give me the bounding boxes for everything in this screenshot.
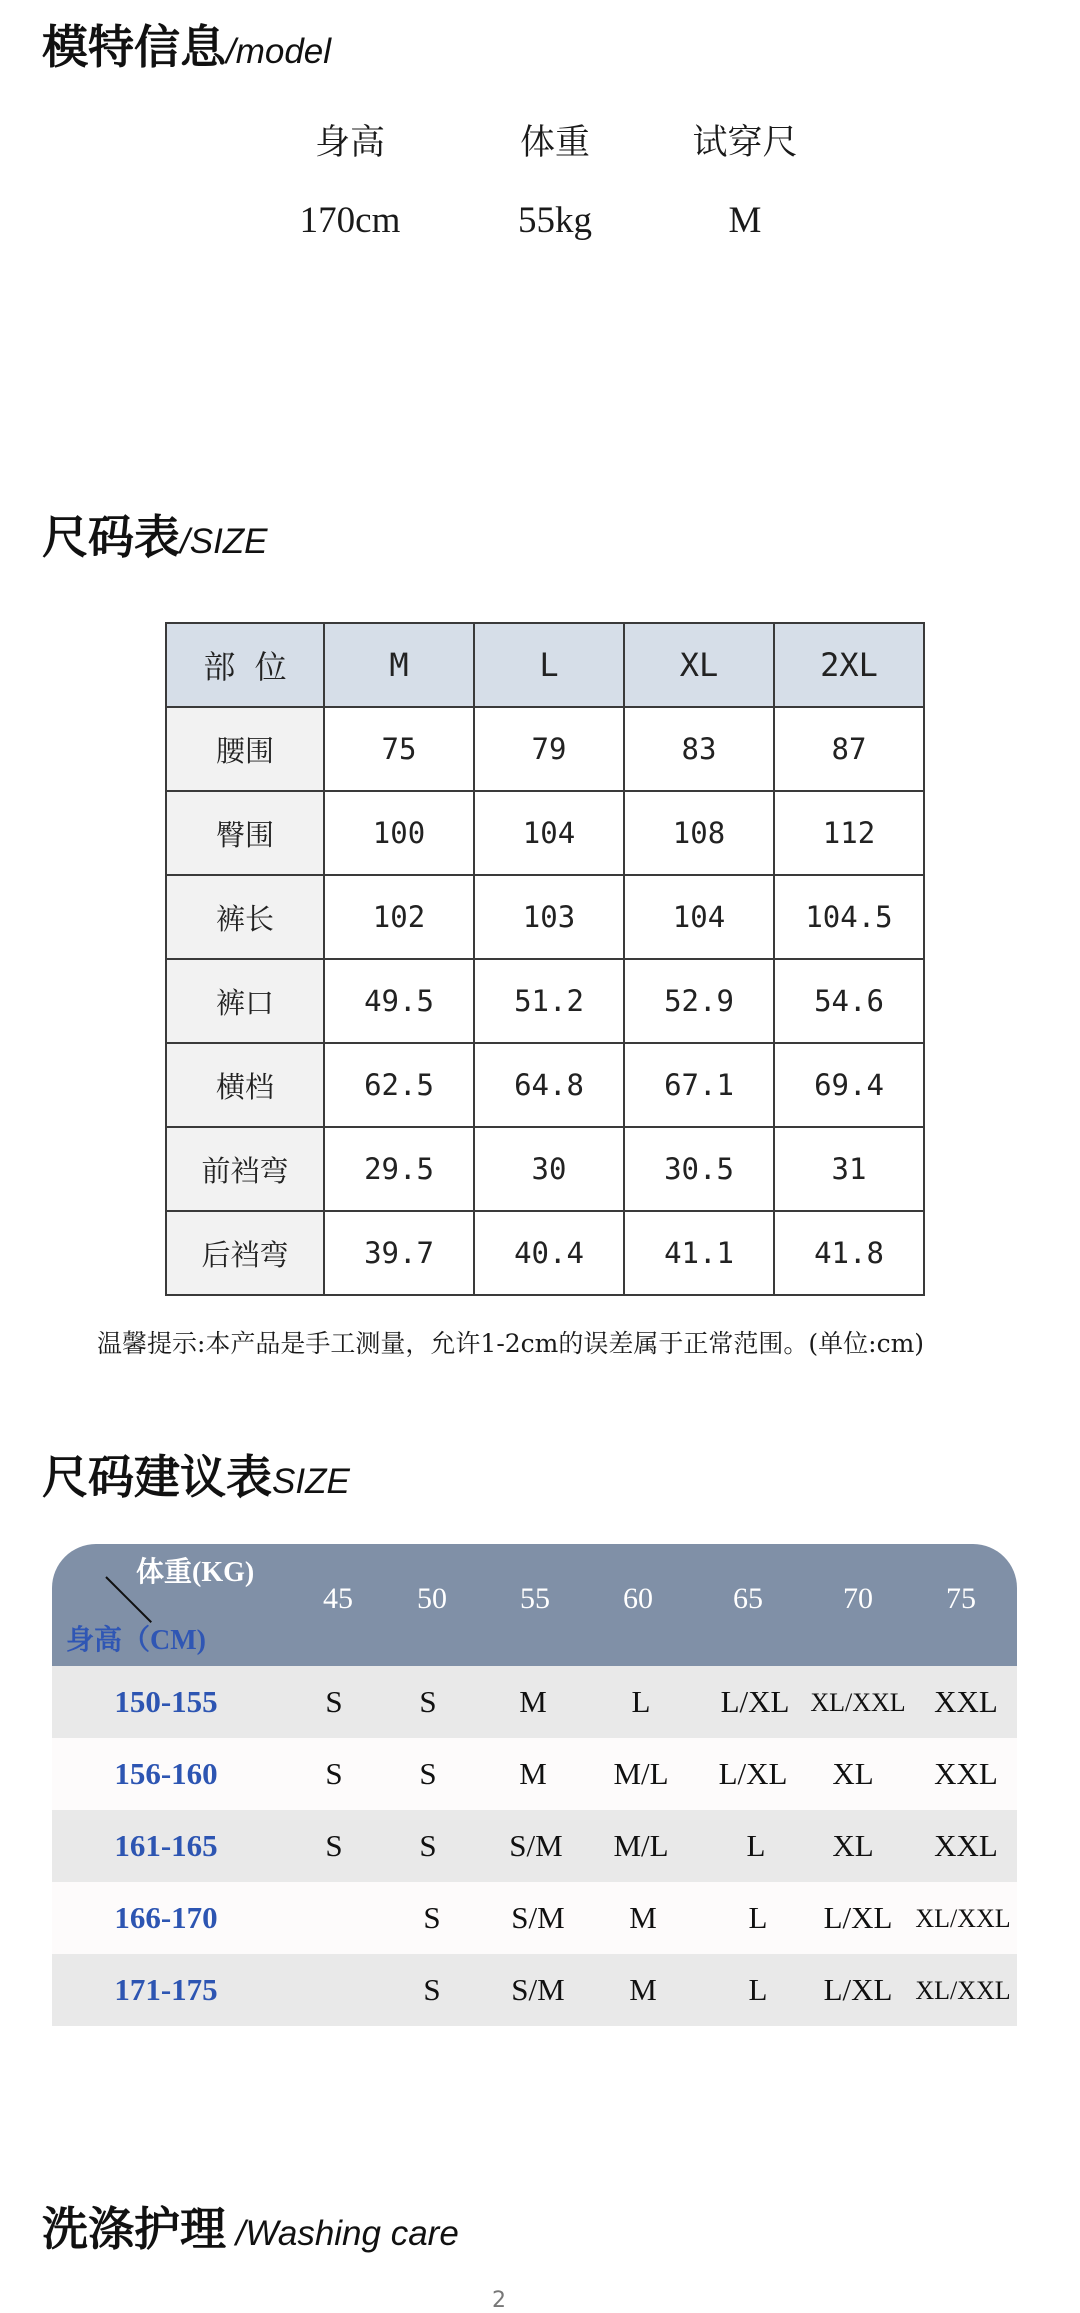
size-title-cn: 尺码表 — [42, 510, 180, 564]
size-cell: 104 — [474, 791, 624, 875]
size-header-m: M — [324, 623, 474, 707]
size-part-label: 裤长 — [166, 875, 324, 959]
size-recommend-cell: S — [423, 1900, 441, 1935]
recommend-section-title — [42, 1450, 350, 1505]
size-part-label: 横档 — [166, 1043, 324, 1127]
size-chart-table — [165, 622, 925, 1296]
size-recommend-cell: S — [419, 1756, 437, 1791]
size-recommend-cell: S — [419, 1684, 437, 1719]
size-recommend-cell: L — [746, 1828, 766, 1863]
size-recommend-cell: S — [325, 1828, 343, 1863]
size-recommend-cell: S/M — [511, 1972, 565, 2007]
size-cell: 54.6 — [774, 959, 924, 1043]
size-recommend-cell: XXL — [934, 1756, 998, 1791]
table-row — [166, 1211, 924, 1295]
size-cell: 62.5 — [324, 1043, 474, 1127]
height-axis-label: 身高（CM) — [66, 1625, 206, 1656]
size-recommend-cell: M/L — [613, 1828, 669, 1863]
table-row — [166, 707, 924, 791]
table-row — [52, 1810, 1017, 1882]
recommend-header-row — [52, 1544, 1017, 1666]
size-recommend-cell: L — [748, 1972, 768, 2007]
page-number: 2 — [492, 2288, 506, 2313]
size-cell: 100 — [324, 791, 474, 875]
table-row — [166, 1127, 924, 1211]
table-row — [52, 1666, 1017, 1738]
washing-title-cn: 洗涤护理 — [42, 2202, 226, 2256]
measurement-note: 温馨提示:本产品是手工测量，允许1-2cm的误差属于正常范围。(单位:cm) — [97, 1329, 925, 1358]
size-recommend-cell: L — [631, 1684, 651, 1719]
size-cell: 29.5 — [324, 1127, 474, 1211]
size-cell: 69.4 — [774, 1043, 924, 1127]
size-cell: 75 — [324, 707, 474, 791]
size-recommend-cell: XL/XXL — [810, 1688, 906, 1717]
model-value-size: M — [728, 200, 762, 241]
size-recommendation-table — [52, 1544, 1017, 2026]
size-recommend-cell: S — [423, 1972, 441, 2007]
size-recommend-cell: S/M — [511, 1900, 565, 1935]
table-row — [166, 1043, 924, 1127]
size-cell: 64.8 — [474, 1043, 624, 1127]
size-cell: 41.8 — [774, 1211, 924, 1295]
size-cell: 30 — [474, 1127, 624, 1211]
size-cell: 87 — [774, 707, 924, 791]
weight-col-header: 75 — [946, 1582, 976, 1615]
weight-col-header: 45 — [323, 1582, 353, 1615]
weight-col-header: 50 — [417, 1582, 447, 1615]
size-recommend-cell: L/XL — [823, 1900, 893, 1935]
size-part-label: 后裆弯 — [166, 1211, 324, 1295]
size-recommend-cell: L — [748, 1900, 768, 1935]
table-row — [52, 1882, 1017, 1954]
size-cell: 108 — [624, 791, 774, 875]
size-recommend-cell: S — [325, 1684, 343, 1719]
size-cell: 30.5 — [624, 1127, 774, 1211]
washing-title-en: /Washing care — [226, 2214, 459, 2253]
size-cell: 52.9 — [624, 959, 774, 1043]
weight-col-header: 60 — [623, 1582, 653, 1615]
size-cell: 31 — [774, 1127, 924, 1211]
size-cell: 49.5 — [324, 959, 474, 1043]
height-range-label: 150-155 — [114, 1684, 218, 1719]
size-header-xl: XL — [624, 623, 774, 707]
size-part-label: 腰围 — [166, 707, 324, 791]
model-info-grid — [240, 115, 840, 242]
size-part-label: 臀围 — [166, 791, 324, 875]
washing-section-title — [42, 2202, 459, 2257]
size-cell: 103 — [474, 875, 624, 959]
weight-col-header: 65 — [733, 1582, 763, 1615]
table-row — [166, 959, 924, 1043]
model-section-title — [42, 20, 331, 75]
size-recommend-cell: L/XL — [823, 1972, 893, 2007]
size-recommend-cell: S — [325, 1756, 343, 1791]
weight-axis-label: 体重(KG) — [136, 1557, 255, 1588]
size-cell: 40.4 — [474, 1211, 624, 1295]
size-cell: 79 — [474, 707, 624, 791]
model-label-weight: 体重 — [519, 123, 590, 163]
model-value-weight: 55kg — [518, 200, 592, 241]
size-part-label: 前裆弯 — [166, 1127, 324, 1211]
size-part-label: 裤口 — [166, 959, 324, 1043]
size-recommend-cell: XXL — [934, 1828, 998, 1863]
size-title-en: /SIZE — [180, 522, 268, 561]
recommend-title-en: SIZE — [272, 1462, 350, 1501]
table-row — [166, 875, 924, 959]
size-recommend-cell: L/XL — [720, 1684, 790, 1719]
size-recommend-cell: L/XL — [718, 1756, 788, 1791]
size-cell: 39.7 — [324, 1211, 474, 1295]
model-label-size: 试穿尺 — [692, 123, 798, 163]
size-recommend-cell: M/L — [613, 1756, 669, 1791]
size-recommend-cell: XL — [832, 1828, 874, 1863]
table-row — [52, 1738, 1017, 1810]
size-chart-header-row — [166, 623, 924, 707]
size-recommend-cell: M — [629, 1900, 657, 1935]
size-recommend-cell: M — [519, 1684, 547, 1719]
model-title-en: /model — [226, 32, 332, 71]
size-header-l: L — [474, 623, 624, 707]
size-header-2xl: 2XL — [774, 623, 924, 707]
size-recommend-cell: M — [629, 1972, 657, 2007]
table-row — [166, 791, 924, 875]
height-range-label: 171-175 — [114, 1972, 218, 2007]
height-range-label: 156-160 — [114, 1756, 218, 1791]
size-cell: 102 — [324, 875, 474, 959]
weight-col-header: 55 — [520, 1582, 550, 1615]
size-cell: 83 — [624, 707, 774, 791]
size-recommend-cell: XL — [832, 1756, 874, 1791]
size-recommend-cell: XL/XXL — [915, 1976, 1011, 2005]
size-cell: 104 — [624, 875, 774, 959]
recommend-title-cn: 尺码建议表 — [42, 1450, 272, 1504]
size-recommend-cell: M — [519, 1756, 547, 1791]
size-header-part: 部 位 — [166, 623, 324, 707]
size-recommend-cell: XXL — [934, 1684, 998, 1719]
model-label-height: 身高 — [314, 123, 385, 163]
height-range-label: 166-170 — [114, 1900, 218, 1935]
size-cell: 41.1 — [624, 1211, 774, 1295]
size-recommend-cell: S/M — [509, 1828, 563, 1863]
table-row — [52, 1954, 1017, 2026]
size-recommend-cell: XL/XXL — [915, 1904, 1011, 1933]
weight-col-header: 70 — [843, 1582, 873, 1615]
model-title-cn: 模特信息 — [42, 20, 226, 74]
model-value-height: 170cm — [299, 200, 401, 241]
height-range-label: 161-165 — [114, 1828, 218, 1863]
size-section-title — [42, 510, 268, 565]
size-cell: 112 — [774, 791, 924, 875]
size-cell: 67.1 — [624, 1043, 774, 1127]
size-cell: 104.5 — [774, 875, 924, 959]
size-recommend-cell: S — [419, 1828, 437, 1863]
size-cell: 51.2 — [474, 959, 624, 1043]
